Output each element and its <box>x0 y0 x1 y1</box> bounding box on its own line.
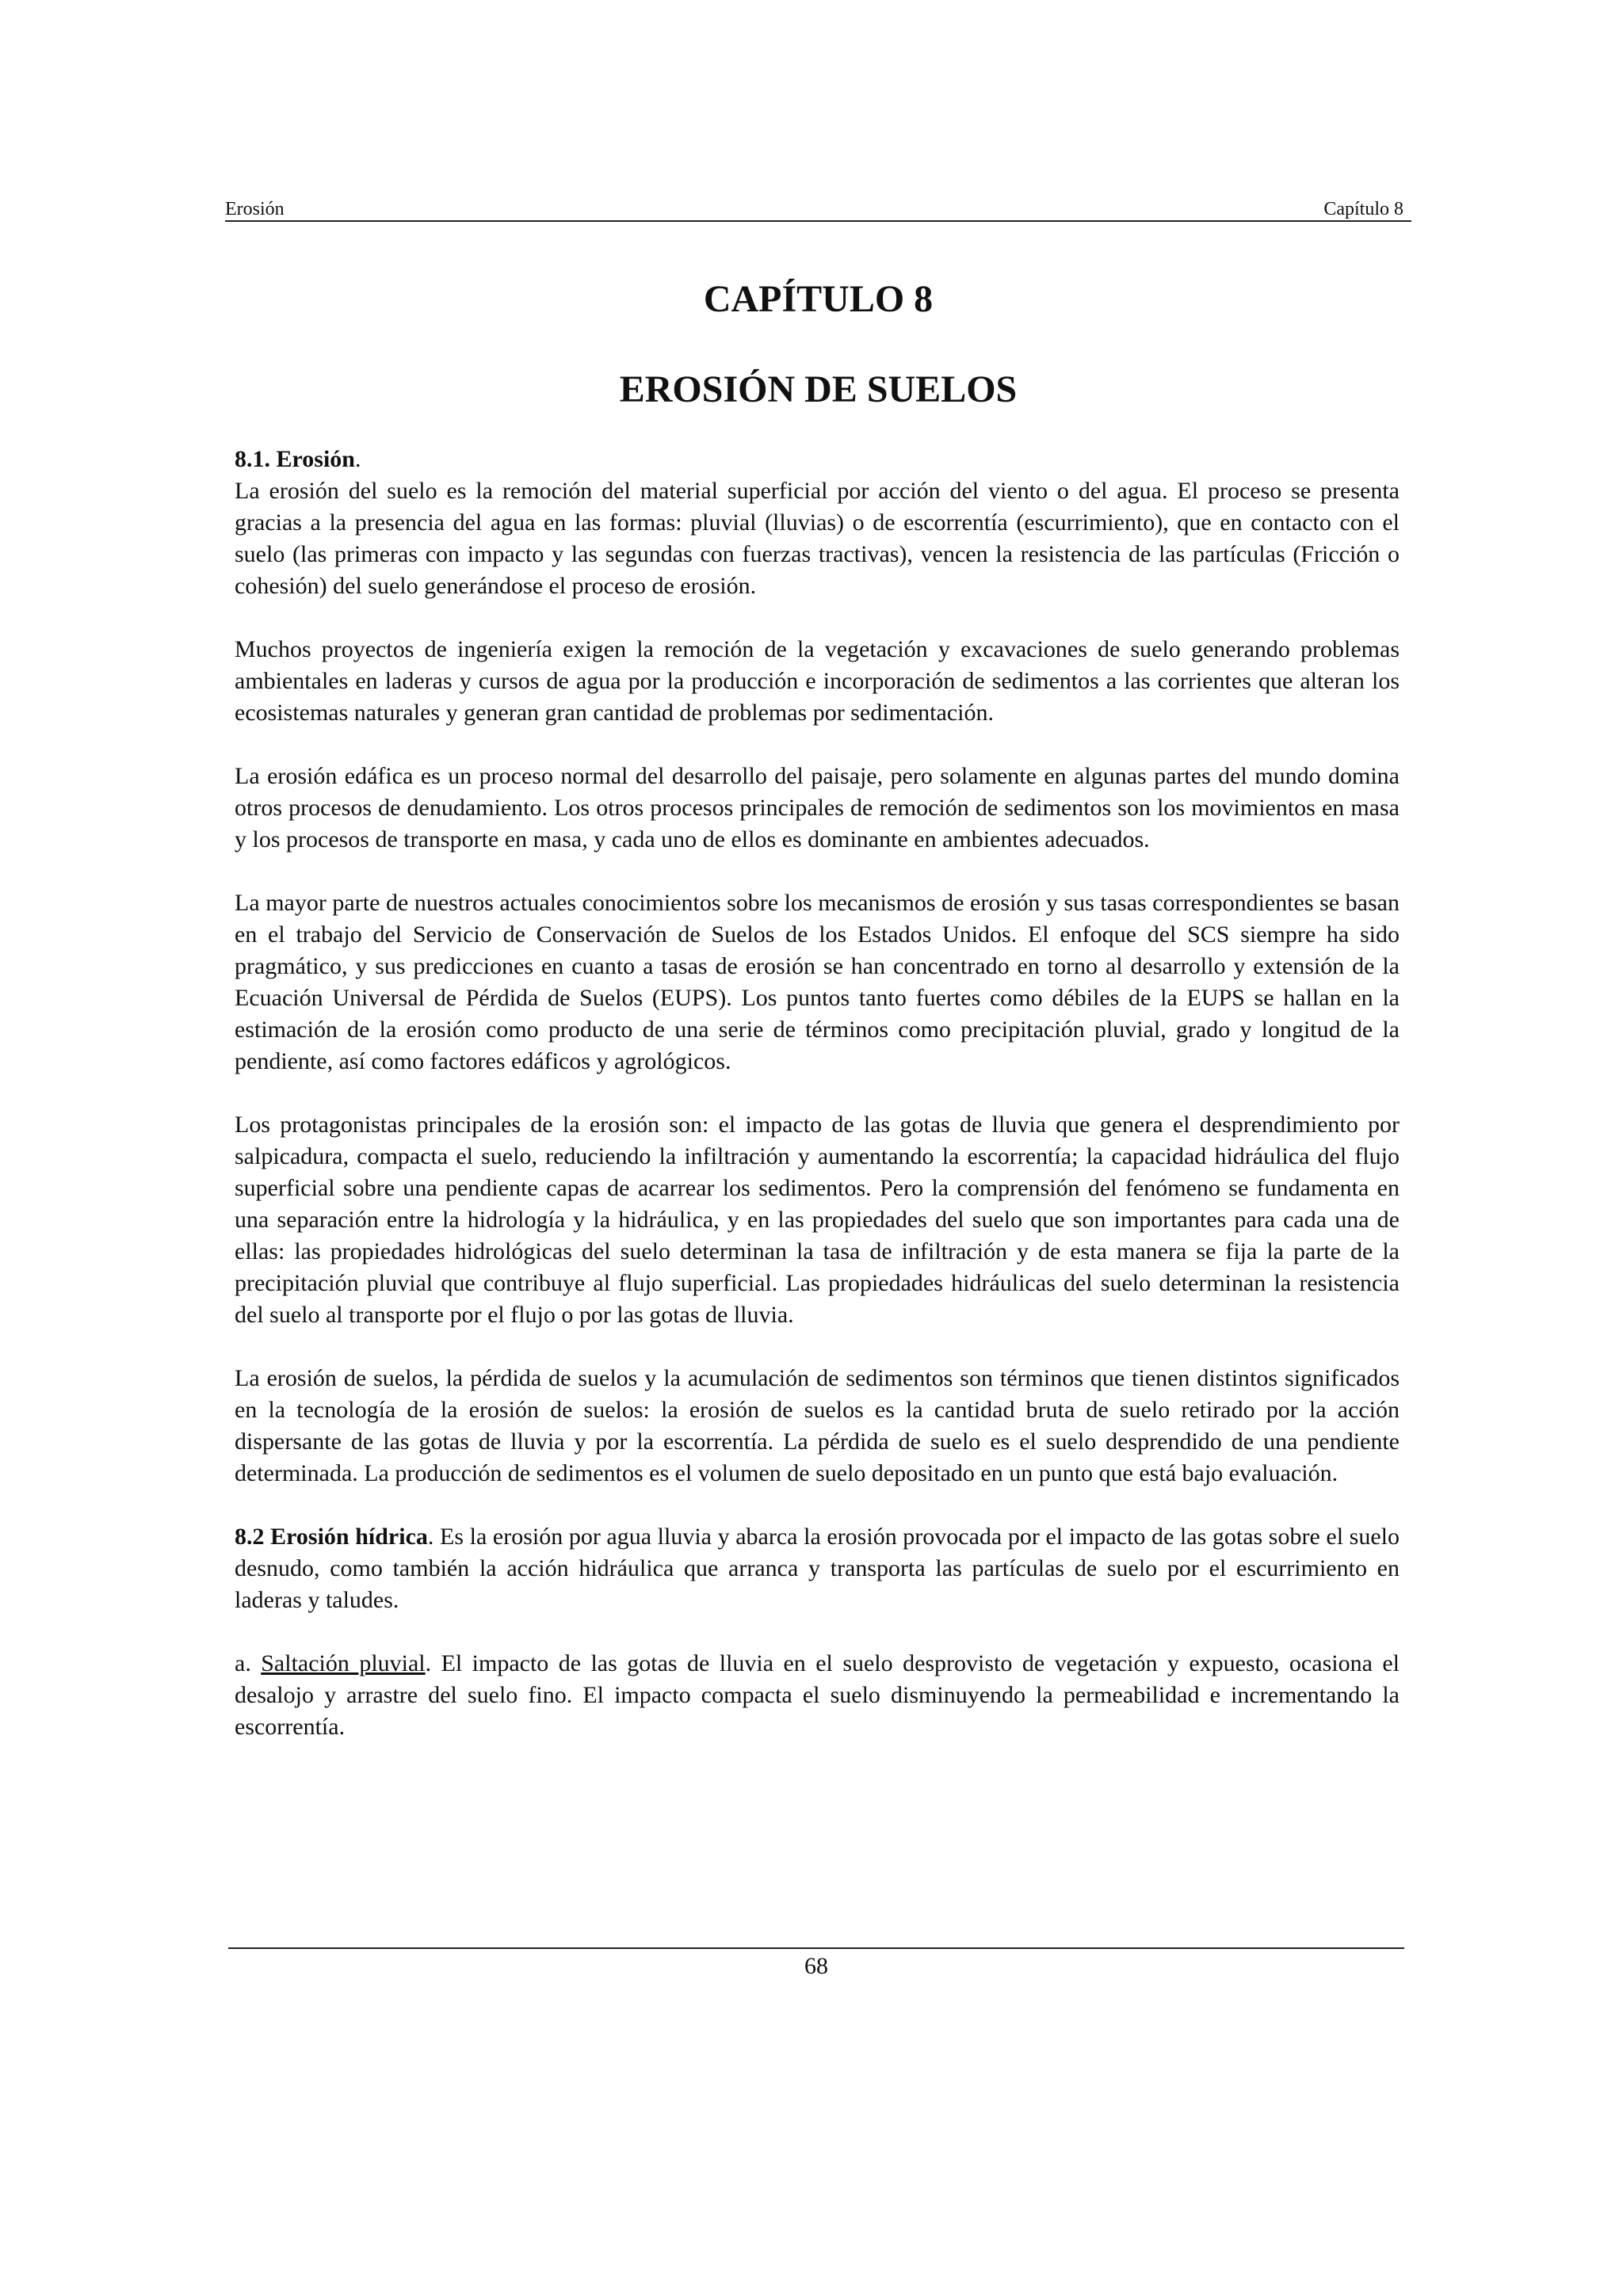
item-a-text: . El impacto de las gotas de lluvia en el suelo desprovisto de vegetación y expuesto, ocasiona el desalojo y arrastre del suelo fino. El impacto compacta el suelo disminuyendo la permeabilidad e incrementando la escorrentía. <box>235 1650 1400 1740</box>
page-body <box>235 444 1400 1743</box>
chapter-title: CAPÍTULO 8 <box>703 278 934 320</box>
header-left-text: Erosión <box>225 199 285 219</box>
running-header <box>225 189 1411 222</box>
section-8-2-paragraph <box>235 1521 1400 1616</box>
footer-rule <box>228 1947 1404 1949</box>
paragraph-4: La mayor parte de nuestros actuales conocimientos sobre los mecanismos de erosión y sus tasas correspondientes se basan en el trabajo del Servicio de Conservación de Suelos de los Estados Unidos. El enfoque del SCS siempre ha sido pragmático, y sus predicciones en cuanto a tasas de erosión se han concentrado en torno al desarrollo y extensión de la Ecuación Universal de Pérdida de Suelos (EUPS). Los puntos tanto fuertes como débiles de la EUPS se hallan en la estimación de la erosión como producto de una serie de términos como precipitación pluvial, grado y longitud de la pendiente, así como factores edáficos y agrológicos. <box>235 890 1400 1074</box>
section-8-2-text: . Es la erosión por agua lluvia y abarca la erosión provocada por el impacto de las gotas sobre el suelo desnudo, como también la acción hidráulica que arranca y transporta las partículas de suelo por el escurrimiento en laderas y taludes. <box>235 1524 1400 1613</box>
item-a-paragraph <box>235 1648 1400 1743</box>
section-8-2-heading: 8.2 Erosión hídrica <box>235 1524 428 1550</box>
page-number: 68 <box>804 1953 828 1979</box>
paragraph-2: Muchos proyectos de ingeniería exigen la remoción de la vegetación y excavaciones de suelo generando problemas ambientales en laderas y cursos de agua por la producción e incorporación de sedimentos a las corrientes que alteran los ecosistemas naturales y generan gran cantidad de problemas por sedimentación. <box>235 636 1400 726</box>
header-right-text: Capítulo 8 <box>1323 199 1403 219</box>
paragraph-5: Los protagonistas principales de la erosión son: el impacto de las gotas de lluvia que genera el desprendimiento por salpicadura, compacta el suelo, reduciendo la infiltración y aumentando la escorrentía; la capacidad hidráulica del flujo superficial sobre una pendiente capas de acarrear los sedimentos. Pero la comprensión del fenómeno se fundamenta en una separación entre la hidrología y la hidráulica, y en las propiedades del suelo que son importantes para cada una de ellas: las propiedades hidrológicas del suelo determinan la tasa de infiltración y de esta manera se fija la parte de la precipitación pluvial que contribuye al flujo superficial. Las propiedades hidráulicas del suelo determinan la resistencia del suelo al transporte por el flujo o por las gotas de lluvia. <box>235 1112 1400 1328</box>
section-8-1-heading <box>235 444 1400 475</box>
section-8-1-heading-text: 8.1. Erosión <box>235 446 355 472</box>
section-8-1-heading-tail: . <box>354 446 361 472</box>
chapter-subtitle: EROSIÓN DE SUELOS <box>619 368 1018 410</box>
paragraph-6: La erosión de suelos, la pérdida de suelos y la acumulación de sedimentos son términos que tienen distintos significados en la tecnología de la erosión de suelos: la erosión de suelos es la cantidad bruta de suelo retirado por la acción dispersante de las gotas de lluvia y por la escorrentía. La pérdida de suelo es el suelo desprendido de una pendiente determinada. La producción de sedimentos es el volumen de suelo depositado en un punto que está bajo evaluación. <box>235 1365 1400 1486</box>
item-a-term: Saltación pluvial <box>261 1650 426 1676</box>
paragraph-3: La erosión edáfica es un proceso normal del desarrollo del paisaje, pero solamente en algunas partes del mundo domina otros procesos de denudamiento. Los otros procesos principales de remoción de sedimentos son los movimientos en masa y los procesos de transporte en masa, y cada uno de ellos es dominante en ambientes adecuados. <box>235 763 1400 852</box>
item-a-prefix: a. <box>235 1650 262 1676</box>
paragraph-1: La erosión del suelo es la remoción del material superficial por acción del viento o del agua. El proceso se presenta gracias a la presencia del agua en las formas: pluvial (lluvias) o de escorrentía (escurrimiento), que en contacto con el suelo (las primeras con impacto y las segundas con fuerzas tractivas), vencen la resistencia de las partículas (Fricción o cohesión) del suelo generándose el proceso de erosión. <box>235 478 1400 599</box>
